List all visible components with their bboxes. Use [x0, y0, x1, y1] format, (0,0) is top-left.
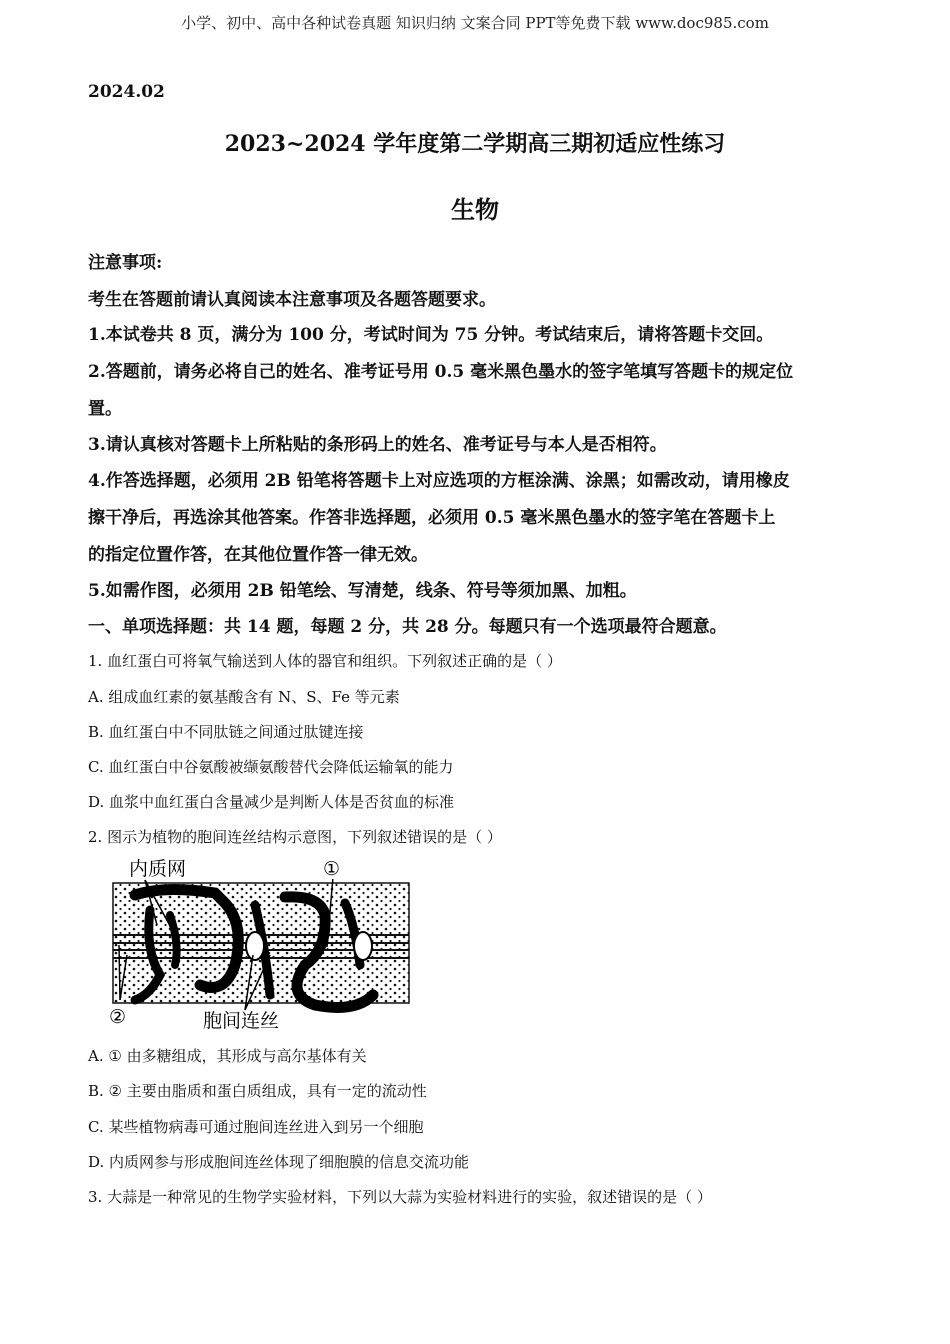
q2-option-d: D. 内质网参与形成胞间连丝体现了细胞膜的信息交流功能 [88, 1153, 470, 1171]
notice-heading: 注意事项: [88, 253, 163, 273]
q2-option-b: B. ② 主要由脂质和蛋白质组成，具有一定的流动性 [88, 1082, 427, 1100]
notice-intro: 考生在答题前请认真阅读本注意事项及各题答题要求。 [88, 290, 496, 310]
exam-title: 2023~2024 学年度第二学期高三期初适应性练习 [224, 131, 726, 157]
notice-item: 置。 [88, 399, 122, 419]
notice-item: 的指定位置作答，在其他位置作答一律无效。 [88, 545, 428, 565]
notice-item: 4.作答选择题，必须用 2B 铅笔将答题卡上对应选项的方框涂满、涂黑；如需改动，请用橡皮 [88, 471, 790, 491]
question-3-stem: 3. 大蒜是一种常见的生物学实验材料，下列以大蒜为实验材料进行的实验，叙述错误的是（ ） [88, 1188, 712, 1206]
q1-option-a: A. 组成血红素的氨基酸含有 N、S、Fe 等元素 [88, 688, 400, 706]
label-er: 内质网 [129, 858, 187, 880]
question-1-stem: 1. 血红蛋白可将氧气输送到人体的器官和组织。下列叙述正确的是（ ） [88, 652, 562, 670]
notice-item: 3.请认真核对答题卡上所粘贴的条形码上的姓名、准考证号与本人是否相符。 [88, 435, 667, 455]
question-2-stem: 2. 图示为植物的胞间连丝结构示意图，下列叙述错误的是（ ） [88, 828, 502, 846]
notice-item: 5.如需作图，必须用 2B 铅笔绘、写清楚，线条、符号等须加黑、加粗。 [88, 581, 637, 601]
notice-item: 2.答题前，请务必将自己的姓名、准考证号用 0.5 毫米黑色墨水的签字笔填写答题卡的规定位 [88, 362, 794, 382]
label-plasmodesmata: 胞间连丝 [203, 1010, 280, 1030]
q2-option-a: A. ① 由多糖组成，其形成与高尔基体有关 [88, 1047, 367, 1065]
q2-option-c: C. 某些植物病毒可通过胞间连丝进入到另一个细胞 [88, 1118, 424, 1136]
exam-subject: 生物 [451, 195, 499, 224]
notice-item: 1.本试卷共 8 页，满分为 100 分，考试时间为 75 分钟。考试结束后，请将答题卡交回。 [88, 325, 774, 345]
label-one: ① [323, 858, 341, 880]
exam-date: 2024.02 [88, 82, 165, 102]
notice-item: 擦干净后，再选涂其他答案。作答非选择题，必须用 0.5 毫米黑色墨水的签字笔在答题卡上 [88, 508, 776, 528]
section-heading: 一、单项选择题：共 14 题，每题 2 分，共 28 分。每题只有一个选项最符合题意。 [88, 617, 727, 637]
label-two: ② [109, 1006, 127, 1028]
q1-option-b: B. 血红蛋白中不同肽链之间通过肽键连接 [88, 723, 364, 741]
q1-option-c: C. 血红蛋白中谷氨酸被缬氨酸替代会降低运输氧的能力 [88, 758, 454, 776]
plasmodesmata-diagram [105, 855, 415, 1030]
page-header: 小学、初中、高中各种试卷真题 知识归纳 文案合同 PPT等免费下载 www.doc985.com [181, 14, 769, 32]
q1-option-d: D. 血浆中血红蛋白含量减少是判断人体是否贫血的标准 [88, 793, 455, 811]
